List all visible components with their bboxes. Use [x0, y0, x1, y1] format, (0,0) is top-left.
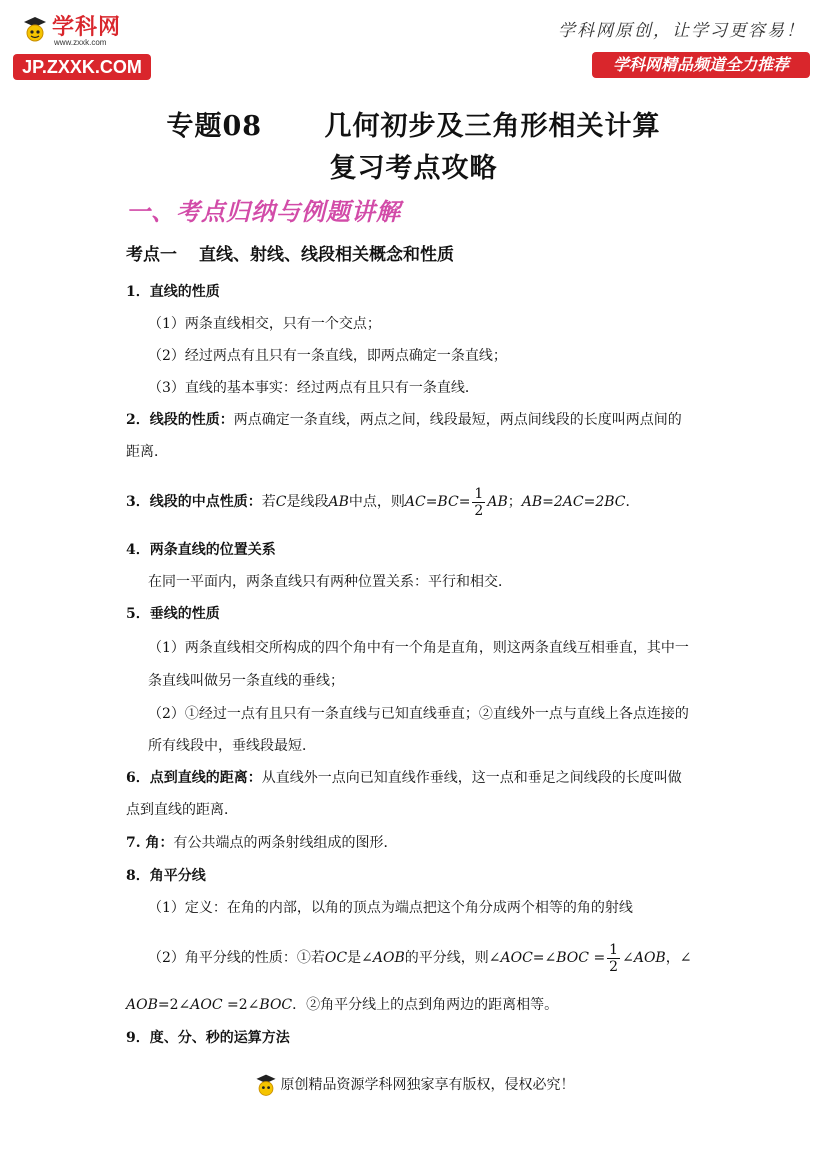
slogan: 学科网原创，让学习更容易！	[558, 21, 805, 41]
brand-logo-text: 学科网	[52, 15, 122, 40]
item-5-p2-cont: 所有线段中，垂线段最短．	[148, 738, 316, 754]
point-heading	[126, 240, 454, 265]
item-4-title: 4．两条直线的位置关系	[126, 542, 276, 558]
fraction-denominator: 2	[609, 958, 619, 975]
math-expr: BOC =	[556, 950, 606, 966]
item-7-label: 7. 角：	[126, 835, 174, 851]
item-2-line	[126, 410, 682, 430]
item-8-text: （2）角平分线的性质：①若	[148, 950, 325, 966]
item-2-label: 2．线段的性质：	[126, 412, 234, 428]
item-8-p1: （1）定义：在角的内部，以角的顶点为端点把这个角分成两个相等的角的射线	[148, 900, 633, 916]
item-5-p2: （2）①经过一点有且只有一条直线与已知直线垂直；②直线外一点与直线上各点连接的	[148, 706, 689, 722]
item-8-text: ．②角平分线上的点到角两边的距离相等。	[292, 997, 559, 1013]
footer-copyright	[0, 1072, 827, 1098]
item-1-title: 1．直线的性质	[126, 284, 220, 300]
item-1-p2: （2）经过两点有且只有一条直线，即两点确定一条直线；	[148, 348, 507, 364]
math-expr: AC=BC=	[404, 494, 471, 510]
item-8-text: ，∠	[665, 950, 692, 966]
item-3-text: 中点，则	[348, 494, 405, 510]
item-8-text: 的平分线，则∠	[404, 950, 501, 966]
item-6-cont: 点到直线的距离．	[126, 802, 238, 818]
item-3-text: ；	[507, 494, 522, 510]
item-6-label: 6．点到直线的距离：	[126, 770, 262, 786]
mascot-icon	[253, 1072, 279, 1098]
item-1-p1: （1）两条直线相交，只有一个交点；	[148, 316, 381, 332]
item-3-text: 若	[261, 494, 276, 510]
item-5-p1: （1）两条直线相交所构成的四个角中有一个角是直角，则这两条直线互相垂直，其中一	[148, 640, 689, 656]
item-4-text: 在同一平面内，两条直线只有两种位置关系：平行和相交．	[148, 574, 512, 590]
fraction-half	[472, 486, 485, 519]
math-var: AB	[328, 494, 349, 510]
math-expr: AOC	[190, 997, 223, 1013]
item-8-p2	[148, 936, 691, 980]
fraction-numerator: 1	[609, 941, 619, 958]
footer-text: 原创精品资源学科网独家享有版权，侵权必究！	[280, 1077, 575, 1093]
item-8-text: =2∠	[222, 997, 260, 1013]
item-3-text: ．	[625, 494, 640, 510]
item-3-text: 是线段	[286, 494, 329, 510]
item-8-text: =2∠	[157, 997, 191, 1013]
item-6-line	[126, 768, 682, 788]
item-5-p1-cont: 条直线叫做另一条直线的垂线；	[148, 673, 344, 689]
item-8-text: ∠	[544, 950, 557, 966]
item-6-text: 从直线外一点向已知直线作垂线，这一点和垂足之间线段的长度叫做	[261, 770, 682, 786]
fraction-denominator: 2	[474, 502, 484, 519]
section-heading: 一、考点归纳与例题讲解	[126, 198, 401, 226]
math-expr: AB=2AC=2BC	[521, 494, 626, 510]
math-var: AOB	[372, 950, 405, 966]
doc-title: 专题08 几何初步及三角形相关计算	[166, 111, 661, 142]
channel-badge[interactable]: 学科网精品频道全力推荐	[592, 52, 810, 78]
math-var: OC	[324, 950, 348, 966]
math-expr: AOB	[633, 950, 666, 966]
domain-badge[interactable]: JP.ZXXK.COM	[13, 54, 151, 80]
math-expr: AOB	[126, 997, 158, 1013]
item-3-line	[126, 480, 640, 524]
item-9-title: 9．度、分、秒的运算方法	[126, 1030, 290, 1046]
item-8-p3	[126, 995, 558, 1015]
mascot-logo-icon	[20, 14, 50, 44]
item-7-text: 有公共端点的两条射线组成的图形．	[173, 835, 398, 851]
math-var: C	[275, 494, 287, 510]
doc-subtitle: 复习考点攻略	[329, 153, 498, 184]
point-label: 考点一	[126, 245, 177, 265]
point-title: 直线、射线、线段相关概念和性质	[199, 245, 454, 265]
fraction-numerator: 1	[474, 485, 484, 502]
item-2-text: 两点确定一条直线，两点之间，线段最短，两点间线段的长度叫两点间的	[233, 412, 682, 428]
math-expr: AB	[487, 494, 508, 510]
item-8-text: 是∠	[347, 950, 373, 966]
item-8-text: ∠	[622, 950, 634, 966]
brand-url: www.zxxk.com	[54, 38, 107, 47]
fraction-half	[607, 942, 620, 975]
item-8-title: 8．角平分线	[126, 868, 206, 884]
math-expr: AOC=	[500, 950, 545, 966]
item-7-line	[126, 833, 398, 853]
item-2-cont: 距离．	[126, 444, 168, 460]
item-3-label: 3．线段的中点性质：	[126, 494, 262, 510]
math-expr: BOC	[259, 997, 293, 1013]
item-1-p3: （3）直线的基本事实：经过两点有且只有一条直线．	[148, 380, 479, 396]
item-5-title: 5．垂线的性质	[126, 606, 220, 622]
